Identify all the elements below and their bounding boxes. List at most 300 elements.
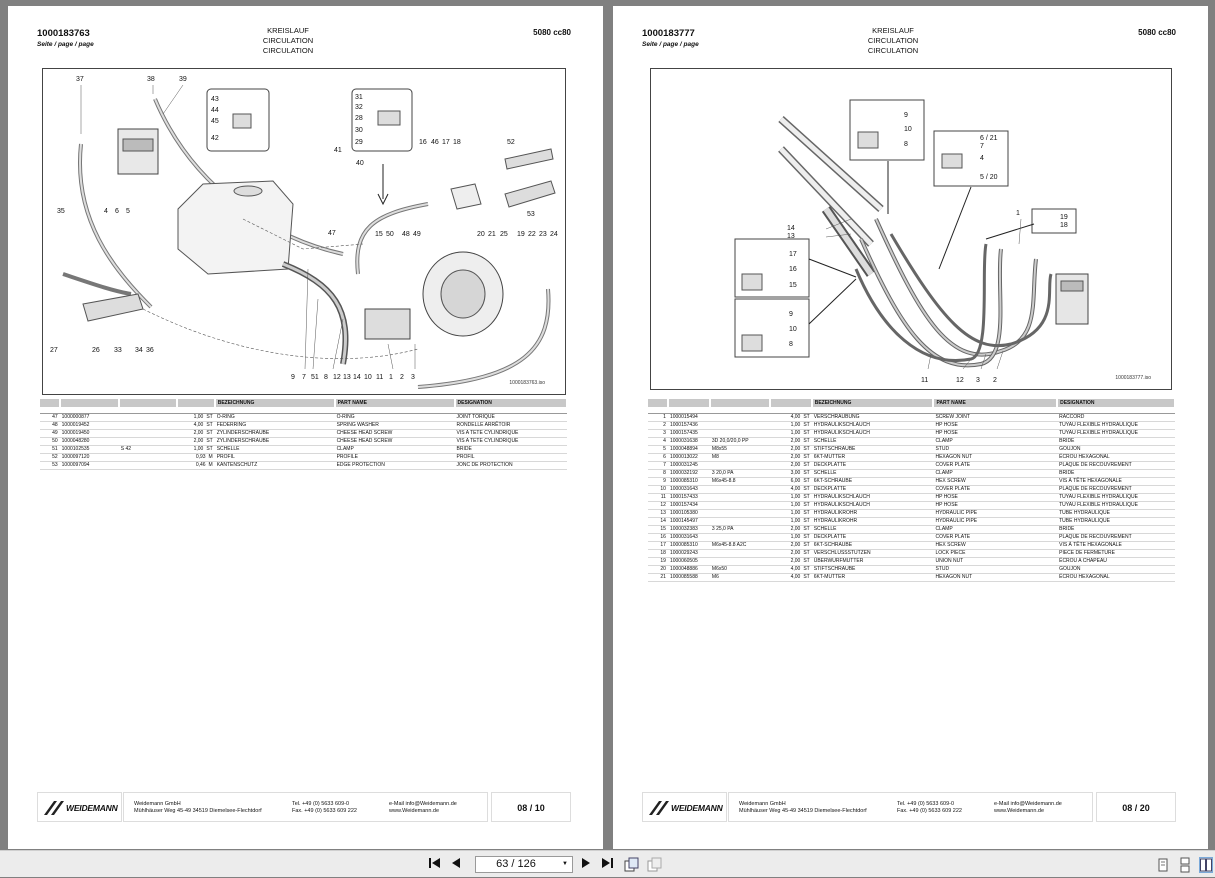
title-line-fr: CIRCULATION	[262, 46, 314, 55]
model-label: 5080 cc80	[533, 28, 571, 37]
qty-unit: ST	[206, 421, 213, 428]
row-part-name: COVER PLATE	[933, 461, 1057, 469]
row-qty	[770, 437, 812, 445]
row-pos: 5	[648, 445, 668, 453]
row-qty	[770, 542, 812, 550]
row-bezeichnung: SCHELLE	[812, 437, 934, 445]
callout: 2	[993, 377, 997, 384]
qty-unit: ST	[803, 566, 810, 573]
row-part-name: PROFILE	[335, 453, 455, 461]
callout: 3	[976, 377, 980, 384]
qty-unit: ST	[206, 413, 213, 420]
row-part-name: O-RING	[335, 413, 455, 421]
qty-value: 2,00	[790, 445, 801, 452]
callout: 20	[477, 231, 485, 238]
row-pos: 2	[648, 421, 668, 429]
row-bezeichnung: DECKPLATTE	[812, 461, 934, 469]
row-qty	[770, 453, 812, 461]
row-part-number: 1000105380	[668, 510, 710, 518]
callout: 18	[1060, 222, 1068, 229]
qty-value: 2,00	[193, 429, 204, 436]
row-designation: TUYAU FLEXIBLE HYDRAULIQUE	[1057, 429, 1175, 437]
row-qty	[770, 510, 812, 518]
row-designation: JONC DE PROTECTION	[455, 461, 567, 469]
row-qty	[770, 421, 812, 429]
weidemann-logo	[37, 792, 122, 822]
row-qty	[770, 574, 812, 582]
row-spec: M6	[710, 574, 770, 582]
col-bezeichnung: BEZEICHNUNG	[215, 399, 335, 407]
callout: 2	[400, 374, 404, 381]
table-row	[648, 453, 1175, 461]
callout: 22	[528, 231, 536, 238]
page-title	[208, 26, 368, 56]
callout: 10	[364, 374, 372, 381]
last-page-icon[interactable]	[599, 857, 615, 873]
callout: 45	[211, 118, 219, 125]
row-designation: ÉCROU HEXAGONAL	[1057, 453, 1175, 461]
row-bezeichnung: FEDERRING	[215, 421, 335, 429]
qty-unit: ST	[803, 429, 810, 436]
row-pos: 53	[40, 461, 60, 469]
qty-value: 1,00	[193, 413, 204, 420]
row-qty	[177, 437, 215, 445]
callout: 31	[355, 94, 363, 101]
callout: 4	[980, 155, 984, 162]
callout: 8	[324, 374, 328, 381]
table-row	[648, 413, 1175, 421]
row-pos: 4	[648, 437, 668, 445]
row-pos: 10	[648, 485, 668, 493]
row-bezeichnung: STIFTSCHRAUBE	[812, 566, 934, 574]
row-part-number: 1000031638	[668, 437, 710, 445]
callout: 1	[1016, 210, 1020, 217]
callout: 48	[402, 231, 410, 238]
row-pos: 1	[648, 413, 668, 421]
table-row	[648, 558, 1175, 566]
row-pos: 7	[648, 461, 668, 469]
row-spec	[710, 510, 770, 518]
parts-table	[40, 399, 568, 470]
table-row	[648, 526, 1175, 534]
table-row	[648, 461, 1175, 469]
row-qty	[770, 502, 812, 510]
callout: 46	[431, 139, 439, 146]
qty-unit: ST	[803, 493, 810, 500]
row-designation: VIS À TÊTE HEXAGONALE	[1057, 477, 1175, 485]
callout: 44	[211, 107, 219, 114]
col-part-name: PART NAME	[933, 399, 1057, 407]
row-part-number: 1000048894	[668, 445, 710, 453]
row-part-number: 1000085310	[668, 477, 710, 485]
row-spec	[710, 502, 770, 510]
callout: 11	[376, 374, 384, 381]
qty-value: 4,00	[790, 485, 801, 492]
row-bezeichnung: KANTENSCHUTZ	[215, 461, 335, 469]
row-designation: GOUJON	[1057, 445, 1175, 453]
table-row	[648, 542, 1175, 550]
row-part-number: 1000085310	[668, 542, 710, 550]
fax: Fax. +49 (0) 5633 609 222	[292, 808, 357, 814]
row-part-name: COVER PLATE	[933, 485, 1057, 493]
two-page-icon[interactable]	[1199, 857, 1213, 873]
row-designation: JOINT TORIQUE	[455, 413, 567, 421]
callout: 40	[356, 160, 364, 167]
row-part-name: HYDRAULIC PIPE	[933, 510, 1057, 518]
table-header	[40, 399, 567, 407]
callout: 17	[789, 251, 797, 258]
company-info	[123, 792, 488, 822]
callout: 28	[355, 115, 363, 122]
qty-value: 4,00	[790, 413, 801, 420]
row-bezeichnung: STIFTSCHRAUBE	[812, 445, 934, 453]
continuous-icon[interactable]	[1178, 857, 1192, 873]
copy-icon[interactable]	[646, 857, 662, 873]
diagram-drawing	[651, 69, 1173, 391]
qty-value: 1,00	[193, 445, 204, 452]
callout: 11	[921, 377, 929, 384]
row-qty	[177, 421, 215, 429]
row-pos: 6	[648, 453, 668, 461]
row-bezeichnung: 6KT-SCHRAUBE	[812, 542, 934, 550]
callout: 41	[334, 147, 342, 154]
qty-value: 2,00	[790, 437, 801, 444]
callout: 29	[355, 139, 363, 146]
page-number: 08 / 20	[1096, 792, 1176, 822]
callout: 49	[413, 231, 421, 238]
row-designation: VIS À TÊTE HEXAGONALE	[1057, 542, 1175, 550]
row-part-number: 1000019452	[60, 421, 119, 429]
qty-unit: ST	[803, 453, 810, 460]
qty-value: 1,00	[790, 429, 801, 436]
row-spec	[710, 558, 770, 566]
callout: 5	[126, 208, 130, 215]
row-bezeichnung: HYDRAULIKSCHLAUCH	[812, 429, 934, 437]
row-part-number: 1000102535	[60, 445, 119, 453]
rotate-icon[interactable]	[623, 857, 639, 873]
qty-value: 4,00	[790, 566, 801, 573]
table-row	[40, 413, 567, 421]
row-qty	[770, 429, 812, 437]
row-part-number: 1000031643	[668, 485, 710, 493]
qty-unit: ST	[206, 445, 213, 452]
callout: 19	[1060, 214, 1068, 221]
single-page-icon[interactable]	[1156, 857, 1170, 873]
callout: 36	[146, 347, 154, 354]
callout: 15	[375, 231, 383, 238]
row-designation: TUYAU FLEXIBLE HYDRAULIQUE	[1057, 502, 1175, 510]
row-designation: GOUJON	[1057, 566, 1175, 574]
row-pos: 14	[648, 518, 668, 526]
row-part-name: HP HOSE	[933, 429, 1057, 437]
table-row	[40, 453, 567, 461]
qty-unit: ST	[206, 429, 213, 436]
row-part-number: 1000145497	[668, 518, 710, 526]
row-part-name: CHEESE HEAD SCREW	[335, 429, 455, 437]
row-part-name: HP HOSE	[933, 493, 1057, 501]
callout: 18	[453, 139, 461, 146]
row-pos: 50	[40, 437, 60, 445]
callout: 21	[488, 231, 496, 238]
table-row	[648, 421, 1175, 429]
row-part-number: 1000157436	[668, 421, 710, 429]
row-pos: 21	[648, 574, 668, 582]
row-part-number: 1000031245	[668, 461, 710, 469]
qty-value: 6,00	[790, 477, 801, 484]
table-row	[40, 437, 567, 445]
row-part-number: 1000097094	[60, 461, 119, 469]
qty-unit: ST	[803, 542, 810, 549]
row-bezeichnung: 6KT-MUTTER	[812, 574, 934, 582]
row-part-number: 1000048886	[668, 566, 710, 574]
first-page-icon[interactable]	[427, 857, 443, 873]
logo-mark-icon	[44, 801, 64, 815]
row-part-name: UNION NUT	[933, 558, 1057, 566]
qty-value: 1,00	[790, 421, 801, 428]
callout-labels	[50, 76, 558, 381]
row-part-name: SCREW JOINT	[933, 413, 1057, 421]
page-footer	[642, 792, 1176, 822]
qty-value: 3,00	[790, 469, 801, 476]
row-qty	[770, 493, 812, 501]
row-designation: BRIDE	[1057, 437, 1175, 445]
table-header	[648, 399, 1175, 407]
row-bezeichnung: 6KT-SCHRAUBE	[812, 477, 934, 485]
row-designation: BRIDE	[1057, 526, 1175, 534]
row-spec	[119, 437, 178, 445]
row-pos: 17	[648, 542, 668, 550]
doc-id: 1000183763	[37, 28, 90, 39]
callout: 1	[389, 374, 393, 381]
row-pos: 48	[40, 421, 60, 429]
row-part-name: STUD	[933, 566, 1057, 574]
qty-value: 2,00	[790, 461, 801, 468]
logo-mark-icon	[649, 801, 669, 815]
row-part-name: LOCK PIECE	[933, 550, 1057, 558]
page-number-select[interactable]	[475, 856, 573, 873]
callout: 3	[411, 374, 415, 381]
row-qty	[770, 413, 812, 421]
qty-unit: ST	[803, 445, 810, 452]
callout: 16	[419, 139, 427, 146]
row-bezeichnung: HYDRAULIKSCHLAUCH	[812, 493, 934, 501]
title-line-en: CIRCULATION	[867, 36, 919, 45]
callout: 12	[333, 374, 341, 381]
table-row	[40, 421, 567, 429]
row-spec	[710, 461, 770, 469]
callout: 12	[956, 377, 964, 384]
callout: 37	[76, 76, 84, 83]
qty-unit: ST	[803, 502, 810, 509]
row-part-name: CLAMP	[335, 445, 455, 453]
row-bezeichnung: HYDRAULIKSCHLAUCH	[812, 421, 934, 429]
fax: Fax. +49 (0) 5633 609 222	[897, 808, 962, 814]
col-designation: DESIGNATION	[455, 399, 567, 407]
row-bezeichnung: VERSCHRAUBUNG	[812, 413, 934, 421]
row-designation: ÉCROU A CHAPEAU	[1057, 558, 1175, 566]
callout: 14	[353, 374, 361, 381]
row-bezeichnung: DECKPLATTE	[812, 485, 934, 493]
table-row	[648, 502, 1175, 510]
qty-unit: ST	[803, 469, 810, 476]
row-bezeichnung: ÜBERWURFMUTTER	[812, 558, 934, 566]
callout: 33	[114, 347, 122, 354]
model-label: 5080 cc80	[1138, 28, 1176, 37]
row-bezeichnung: SCHELLE	[812, 526, 934, 534]
callout: 35	[57, 208, 65, 215]
callout: 8	[904, 141, 908, 148]
qty-unit: ST	[803, 550, 810, 557]
qty-value: 2,00	[193, 437, 204, 444]
row-pos: 11	[648, 493, 668, 501]
row-designation: VIS A TETE CYLINDRIQUE	[455, 437, 567, 445]
qty-value: 0,93	[195, 453, 206, 460]
table-row	[648, 518, 1175, 526]
brand-name: WEIDEMANN	[671, 803, 723, 813]
row-pos: 13	[648, 510, 668, 518]
qty-unit: M	[208, 453, 213, 460]
callout: 9	[904, 112, 908, 119]
callout: 7	[980, 143, 984, 150]
callout: 51	[311, 374, 319, 381]
prev-page-icon[interactable]	[448, 857, 464, 873]
qty-unit: ST	[803, 558, 810, 565]
callout: 13	[343, 374, 351, 381]
callout: 38	[147, 76, 155, 83]
website: www.Weidemann.de	[389, 808, 440, 814]
row-pos: 20	[648, 566, 668, 574]
title-line-de: KREISLAUF	[872, 26, 914, 35]
table-row	[648, 493, 1175, 501]
col-bezeichnung: BEZEICHNUNG	[812, 399, 934, 407]
row-pos: 47	[40, 413, 60, 421]
callout: 9	[291, 374, 295, 381]
row-qty	[177, 445, 215, 453]
figure-ref: 1000183763.iso	[509, 380, 545, 386]
row-part-name: HP HOSE	[933, 421, 1057, 429]
row-pos: 51	[40, 445, 60, 453]
qty-value: 1,00	[790, 493, 801, 500]
title-line-de: KREISLAUF	[267, 26, 309, 35]
row-part-name: SPRING WASHER	[335, 421, 455, 429]
qty-value: 1,00	[790, 518, 801, 525]
next-page-icon[interactable]	[578, 857, 594, 873]
row-part-name: HEXAGON NUT	[933, 453, 1057, 461]
table-row	[648, 574, 1175, 582]
qty-value: 4,00	[193, 421, 204, 428]
table-row	[648, 534, 1175, 542]
row-spec	[710, 413, 770, 421]
weidemann-logo	[642, 792, 727, 822]
callout: 10	[789, 326, 797, 333]
col-designation: DESIGNATION	[1057, 399, 1175, 407]
qty-value: 2,00	[790, 550, 801, 557]
row-designation: TUYAU FLEXIBLE HYDRAULIQUE	[1057, 493, 1175, 501]
qty-unit: ST	[803, 534, 810, 541]
row-designation: PIECE DE FERMETURE	[1057, 550, 1175, 558]
row-designation: BRIDE	[455, 445, 567, 453]
table-row	[40, 429, 567, 437]
row-spec: 3D 20,0/20,0 PP	[710, 437, 770, 445]
row-qty	[177, 453, 215, 461]
row-part-number: 1000032192	[668, 469, 710, 477]
row-pos: 18	[648, 550, 668, 558]
table-row	[40, 461, 567, 469]
table-row	[648, 485, 1175, 493]
page-title	[813, 26, 973, 56]
company-address: Mühlhäuser Weg 45-49 34519 Diemelsee-Flechtdorf	[134, 808, 262, 814]
row-bezeichnung: VERSCHLUSSSTUTZEN	[812, 550, 934, 558]
callout: 5 / 20	[980, 174, 998, 181]
website: www.Weidemann.de	[994, 808, 1045, 814]
row-spec	[119, 421, 178, 429]
row-spec	[710, 485, 770, 493]
title-line-en: CIRCULATION	[262, 36, 314, 45]
row-part-number: 1000157433	[668, 493, 710, 501]
qty-value: 4,00	[790, 574, 801, 581]
exploded-diagram-right	[650, 68, 1172, 390]
callout-labels	[787, 112, 1068, 384]
row-pos: 9	[648, 477, 668, 485]
row-qty	[770, 558, 812, 566]
row-spec	[710, 429, 770, 437]
callout: 47	[328, 230, 336, 237]
qty-unit: ST	[803, 574, 810, 581]
row-designation: RONDELLE ARRÊTOIR	[455, 421, 567, 429]
row-qty	[770, 550, 812, 558]
table-row	[648, 510, 1175, 518]
company-name: Weidemann GmbH	[134, 801, 181, 807]
row-pos: 8	[648, 469, 668, 477]
viewer-toolbar	[0, 850, 1215, 877]
table-row	[648, 477, 1175, 485]
row-part-name: CLAMP	[933, 526, 1057, 534]
phone: Tel. +49 (0) 5633 609-0	[292, 801, 350, 807]
row-designation: PLAQUE DE RECOUVREMENT	[1057, 534, 1175, 542]
row-designation: TUYAU FLEXIBLE HYDRAULIQUE	[1057, 421, 1175, 429]
callout: 25	[500, 231, 508, 238]
row-bezeichnung: ZYLINDERSCHRAUBE	[215, 437, 335, 445]
page-sub-label: Seite / page / page	[37, 41, 94, 48]
row-spec: 3 20,0 PA	[710, 469, 770, 477]
qty-unit: ST	[803, 421, 810, 428]
callout: 13	[787, 233, 795, 240]
row-spec: M6x45-8.8	[710, 477, 770, 485]
right-page	[613, 6, 1208, 849]
company-info	[728, 792, 1093, 822]
row-spec	[710, 550, 770, 558]
callout: 53	[527, 211, 535, 218]
email: e-Mail info@Weidemann.de	[389, 801, 457, 807]
row-part-number: 1000097120	[60, 453, 119, 461]
page-number: 08 / 10	[491, 792, 571, 822]
page-sub-label: Seite / page / page	[642, 41, 699, 48]
row-part-number: 1000157435	[668, 429, 710, 437]
row-qty	[770, 461, 812, 469]
row-spec	[119, 413, 178, 421]
page-indicator: 63 / 126	[496, 858, 536, 870]
row-spec	[710, 534, 770, 542]
callout: 9	[789, 311, 793, 318]
row-qty	[177, 413, 215, 421]
row-part-number: 1000157434	[668, 502, 710, 510]
row-part-number: 1000048280	[60, 437, 119, 445]
callout: 10	[904, 126, 912, 133]
callout: 19	[517, 231, 525, 238]
email: e-Mail info@Weidemann.de	[994, 801, 1062, 807]
callout: 15	[789, 282, 797, 289]
row-qty	[770, 566, 812, 574]
